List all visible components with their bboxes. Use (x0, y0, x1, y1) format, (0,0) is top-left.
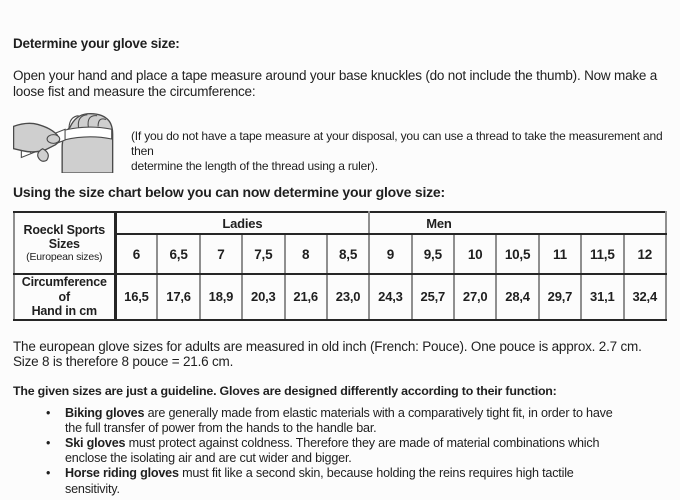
intro-line-2: loose fist and measure the circumference: (13, 83, 256, 99)
biking-lead: Biking gloves (65, 405, 145, 420)
horse-line-2: sensitivity. (65, 481, 120, 496)
pouce-line-2: Size 8 is therefore 8 pouce = 21.6 cm. (13, 354, 234, 369)
ski-line-2: enclose the isolating air and are cut wider and bigger. (65, 451, 352, 466)
size-cell: 10 (454, 234, 496, 274)
circumference-cell: 28,4 (496, 274, 538, 320)
biking-line-2: the full transfer of power from the hands to the handle bar. (65, 420, 377, 435)
measurement-figure (13, 105, 667, 174)
list-item-biking (65, 406, 679, 436)
guideline-heading: The given sizes are just a guideline. Gloves are designed differently according to their function: (13, 383, 557, 398)
intro-line-1: Open your hand and place a tape measure around your base knuckles (do not include the thumb). Now make a (13, 68, 658, 83)
size-cell: 7 (200, 234, 242, 274)
row-label-line-2: Hand in cm (31, 304, 97, 318)
table-circumference-row (14, 274, 666, 320)
size-cell: 11,5 (581, 234, 623, 274)
row-label-line-1: Circumference of (21, 275, 107, 304)
figure-note-line-2: determine the length of the thread using a ruler). (131, 159, 378, 173)
circumference-cell: 24,3 (369, 274, 411, 320)
size-cell: 9,5 (412, 234, 454, 274)
page-title: Determine your glove size: (13, 36, 180, 51)
horse-lead: Horse riding gloves (65, 466, 179, 481)
group-header-ladies: Ladies (115, 212, 369, 234)
size-cell: 6,5 (157, 234, 199, 274)
biking-rest: are generally made from elastic materials with a comparatively tight fit, in order to have (144, 405, 613, 420)
horse-line-1 (65, 466, 679, 481)
circumference-cell: 32,4 (624, 274, 667, 320)
circumference-cell: 31,1 (581, 274, 623, 320)
size-cell: 11 (539, 234, 581, 274)
size-cell: 7,5 (242, 234, 284, 274)
table-group-header-row (14, 212, 666, 234)
size-cell: 9 (369, 234, 411, 274)
circumference-cell: 29,7 (539, 274, 581, 320)
ski-rest: must protect against coldness. Therefore they are made of material combinations which (125, 435, 600, 450)
list-item-ski (65, 436, 679, 466)
circumference-cell: 21,6 (285, 274, 327, 320)
circumference-cell: 16,5 (115, 274, 157, 320)
circumference-cell: 18,9 (200, 274, 242, 320)
corner-label-line-3: (European sizes) (26, 251, 103, 263)
corner-label-line-1: Roeckl Sports (23, 223, 105, 237)
circumference-cell: 20,3 (242, 274, 284, 320)
figure-note (131, 129, 667, 174)
intro-paragraph (13, 68, 673, 99)
figure-note-line-1: (If you do not have a tape measure at your disposal, you can use a thread to take the measurement and then (131, 129, 663, 158)
circumference-row-label (14, 274, 115, 320)
circumference-cell: 25,7 (412, 274, 454, 320)
glove-function-list (13, 406, 667, 497)
horse-rest: must fit like a second skin, because holding the reins requires high tactile (178, 466, 574, 481)
biking-line-1 (65, 406, 679, 421)
size-cell: 8,5 (327, 234, 369, 274)
glove-size-table (13, 211, 667, 321)
size-cell: 8 (285, 234, 327, 274)
pouce-paragraph (13, 339, 673, 370)
circumference-cell: 17,6 (157, 274, 199, 320)
size-chart-heading: Using the size chart below you can now determine your glove size: (13, 184, 445, 200)
circumference-cell: 23,0 (327, 274, 369, 320)
group-header-men: Men (369, 212, 666, 234)
size-cell: 12 (624, 234, 667, 274)
table-corner-header (14, 212, 115, 274)
list-item-horse-riding (65, 466, 679, 496)
corner-label-line-2: Sizes (48, 237, 80, 251)
size-cell: 6 (115, 234, 157, 274)
ski-lead: Ski gloves (65, 435, 126, 450)
circumference-cell: 27,0 (454, 274, 496, 320)
pouce-line-1: The european glove sizes for adults are measured in old inch (French: Pouce). One pouce is approx. 2.7 cm. (13, 338, 642, 354)
hand-tape-measure-illustration (13, 105, 121, 173)
ski-line-1 (65, 436, 679, 451)
size-cell: 10,5 (496, 234, 538, 274)
